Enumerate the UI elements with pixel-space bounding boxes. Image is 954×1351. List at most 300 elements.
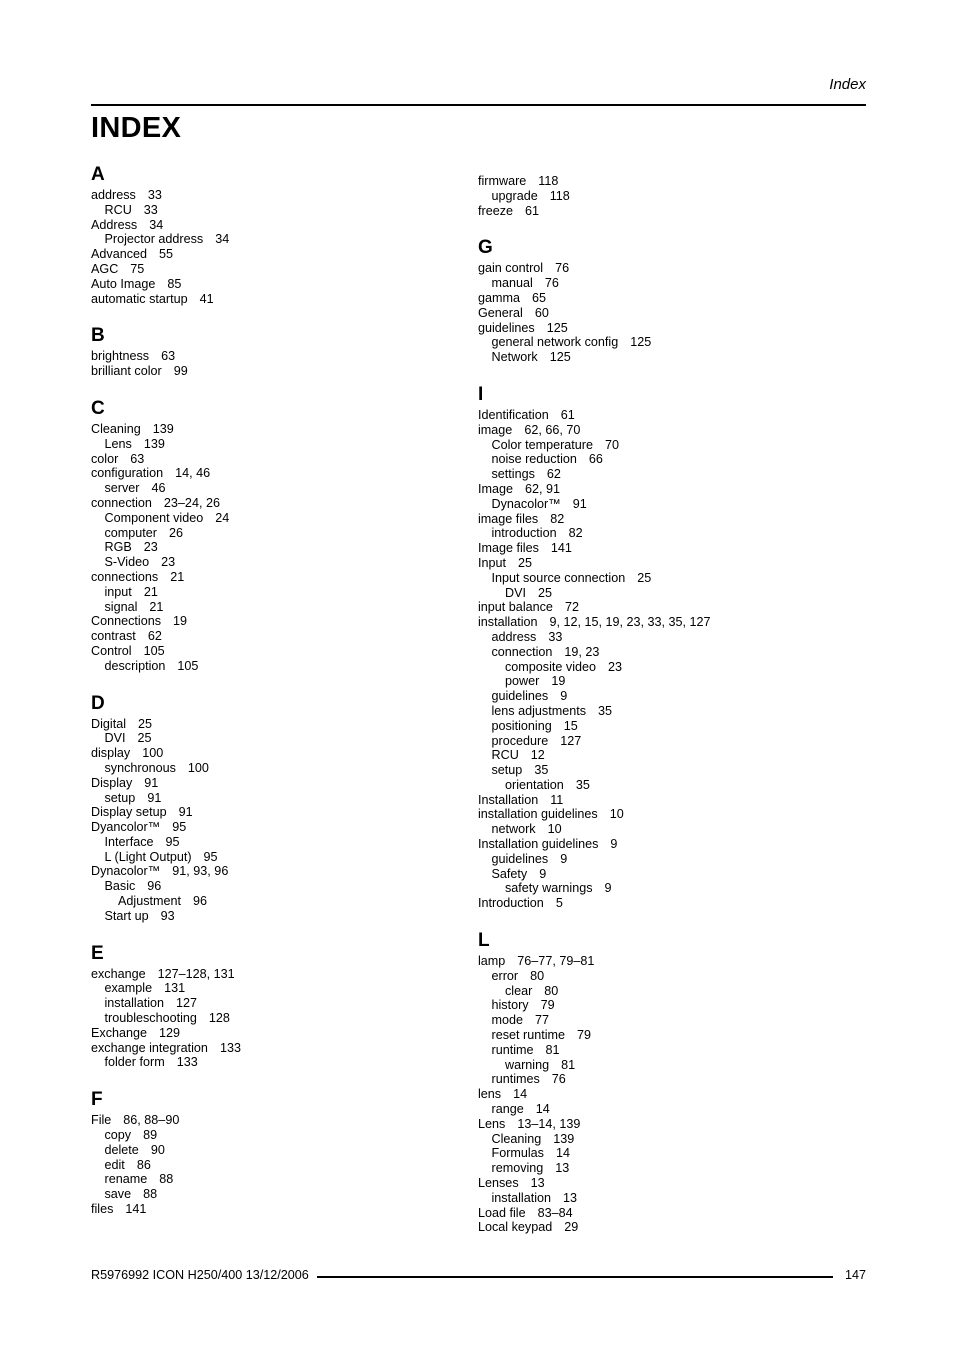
- index-term: upgrade: [491, 188, 538, 203]
- index-entry: [91, 761, 461, 776]
- index-page-ref: 34: [215, 232, 230, 247]
- index-entry: [478, 630, 848, 645]
- index-page-ref: 118: [538, 174, 559, 188]
- index-term: Interface: [104, 834, 154, 849]
- index-page-ref: 12: [530, 748, 545, 763]
- index-entry: [478, 276, 848, 291]
- index-page-ref: 125: [630, 335, 652, 350]
- index-letter-group: [478, 237, 848, 365]
- running-head: Index: [829, 76, 866, 93]
- index-page-ref: 127: [176, 996, 198, 1011]
- index-term: installation: [491, 1190, 552, 1205]
- index-page-ref: 13: [555, 1161, 570, 1176]
- index-term: power: [505, 674, 540, 689]
- index-entry: [478, 586, 848, 601]
- index-page-ref: 127–128, 131: [157, 966, 235, 981]
- index-letter-group: [91, 164, 461, 306]
- index-page-ref: 33: [548, 629, 563, 644]
- index-letter-group: [91, 693, 461, 924]
- index-page-ref: 81: [561, 1057, 576, 1072]
- index-entry: [91, 277, 461, 292]
- index-letter-heading: A: [91, 164, 105, 185]
- index-term: Load file: [478, 1205, 526, 1220]
- index-entry: [478, 497, 848, 512]
- index-entry: [478, 1028, 848, 1043]
- index-term: connections: [91, 569, 159, 584]
- index-term: exchange integration: [91, 1040, 208, 1055]
- index-entry: [91, 731, 461, 746]
- index-page-ref: 91, 93, 96: [172, 864, 229, 879]
- index-term: general network config: [491, 335, 619, 350]
- index-letter-group: [478, 384, 848, 911]
- index-term: File: [91, 1113, 112, 1128]
- index-term: Control: [91, 643, 132, 658]
- index-entry: [91, 600, 461, 615]
- index-term: gamma: [478, 290, 520, 305]
- index-page-ref: 9: [560, 689, 568, 704]
- index-page-ref: 61: [560, 407, 575, 422]
- index-page-ref: 21: [149, 599, 164, 614]
- index-entry: [91, 894, 461, 909]
- index-term: synchronous: [104, 760, 176, 775]
- index-entry: [91, 1187, 461, 1202]
- index-column-left: [91, 164, 461, 1236]
- index-entry: [478, 467, 848, 482]
- index-term: L (Light Output): [104, 849, 192, 864]
- index-term: troubleschooting: [104, 1011, 197, 1026]
- index-page-ref: 23: [161, 555, 176, 570]
- index-term: delete: [104, 1142, 139, 1157]
- index-term: RCU: [491, 748, 519, 763]
- index-letter-group: [91, 1089, 461, 1217]
- index-entry: [478, 1146, 848, 1161]
- index-entry: [91, 835, 461, 850]
- index-term: Network: [491, 350, 538, 365]
- index-term: Auto Image: [91, 276, 156, 291]
- footer-document-id: R5976992 ICON H250/400 13/12/2006: [91, 1268, 309, 1282]
- index-term: firmware: [478, 174, 527, 188]
- index-term: composite video: [505, 659, 597, 674]
- index-page-ref: 133: [219, 1040, 241, 1055]
- index-entry: [478, 852, 848, 867]
- index-entry: [478, 822, 848, 837]
- index-entry: [91, 1113, 461, 1128]
- index-entry: [91, 659, 461, 674]
- index-page-ref: 86, 88–90: [123, 1113, 180, 1128]
- index-page-ref: 23: [608, 659, 623, 674]
- index-term: Image files: [478, 541, 539, 556]
- index-entry: [478, 1206, 848, 1221]
- index-term: settings: [491, 467, 535, 482]
- index-term: Lens: [478, 1116, 506, 1131]
- index-term: lens: [478, 1087, 502, 1102]
- index-term: Lenses: [478, 1176, 519, 1191]
- index-term: Cleaning: [91, 421, 141, 436]
- index-entry: [478, 482, 848, 497]
- index-page-ref: 90: [150, 1142, 165, 1157]
- index-term: brightness: [91, 349, 150, 364]
- index-entry: [478, 954, 848, 969]
- index-page-ref: 96: [193, 894, 208, 909]
- index-entry: [478, 1013, 848, 1028]
- index-term: guidelines: [491, 689, 549, 704]
- index-entry: [478, 984, 848, 999]
- index-term: range: [491, 1102, 524, 1117]
- index-entry: [478, 541, 848, 556]
- index-term: runtimes: [491, 1072, 540, 1087]
- index-term: Safety: [491, 866, 528, 881]
- index-term: RGB: [104, 540, 132, 555]
- index-term: connection: [491, 644, 553, 659]
- index-entry: [478, 438, 848, 453]
- index-entry: [478, 645, 848, 660]
- index-term: installation: [104, 996, 165, 1011]
- index-page-ref: 141: [125, 1202, 147, 1217]
- index-page-ref: 14: [535, 1102, 550, 1117]
- index-term: Connections: [91, 614, 162, 629]
- index-term: Identification: [478, 407, 549, 422]
- index-entry: [478, 204, 848, 219]
- index-page-ref: 9, 12, 15, 19, 23, 33, 35, 127: [549, 615, 711, 630]
- index-term: connection: [91, 495, 152, 510]
- index-term: setup: [104, 790, 136, 805]
- index-entry: [478, 350, 848, 365]
- index-entry: [91, 422, 461, 437]
- index-entry: [478, 998, 848, 1013]
- index-term: Component video: [104, 510, 204, 525]
- index-page-ref: 13: [530, 1176, 545, 1191]
- index-page-ref: 96: [147, 879, 162, 894]
- page-title: INDEX: [91, 112, 182, 144]
- index-term: procedure: [491, 733, 549, 748]
- index-entry: [478, 1087, 848, 1102]
- index-entry: [91, 585, 461, 600]
- index-entry: [91, 1055, 461, 1070]
- index-term: configuration: [91, 466, 164, 481]
- index-page-ref: 9: [560, 851, 568, 866]
- index-page-ref: 95: [172, 820, 187, 835]
- index-page-ref: 85: [167, 276, 182, 291]
- index-entry: [91, 203, 461, 218]
- index-term: example: [104, 981, 153, 996]
- index-term: General: [478, 305, 523, 320]
- index-page-ref: 13–14, 139: [517, 1116, 581, 1131]
- index-term: Display setup: [91, 805, 167, 820]
- index-page-ref: 125: [546, 320, 568, 335]
- index-entry: [91, 791, 461, 806]
- index-page-ref: 77: [535, 1013, 550, 1028]
- index-term: image files: [478, 511, 539, 526]
- index-letter-heading: L: [478, 930, 490, 952]
- index-entry: [91, 247, 461, 262]
- index-term: edit: [104, 1157, 125, 1172]
- index-page-ref: 80: [544, 983, 559, 998]
- index-entry: [91, 614, 461, 629]
- index-page-ref: 82: [568, 526, 583, 541]
- index-entry: [478, 748, 848, 763]
- index-page-ref: 55: [159, 247, 174, 262]
- index-page-ref: 91: [144, 775, 159, 790]
- index-term: noise reduction: [491, 452, 577, 467]
- index-term: introduction: [491, 526, 557, 541]
- index-term: history: [491, 998, 529, 1013]
- index-page-ref: 63: [161, 349, 176, 364]
- index-term: exchange: [91, 966, 146, 981]
- index-entry: [91, 481, 461, 496]
- index-entry: [91, 364, 461, 379]
- index-entry: [91, 511, 461, 526]
- index-entry: [478, 423, 848, 438]
- index-entry: [91, 864, 461, 879]
- index-entry: [478, 660, 848, 675]
- index-letter-group: [91, 325, 461, 379]
- index-page-ref: 76: [555, 261, 570, 276]
- index-entry: [478, 291, 848, 306]
- index-entry: [91, 218, 461, 233]
- index-page-ref: 89: [143, 1128, 158, 1143]
- index-page-ref: 133: [176, 1055, 198, 1070]
- index-entry: [478, 704, 848, 719]
- page-footer: [91, 1268, 866, 1282]
- index-entry: [91, 555, 461, 570]
- index-page-ref: 63: [130, 451, 145, 466]
- index-entry: [91, 746, 461, 761]
- index-entry: [478, 734, 848, 749]
- index-page-ref: 62, 91: [525, 481, 561, 496]
- index-entry: [478, 526, 848, 541]
- index-letter-group: [91, 398, 461, 674]
- index-page-ref: 60: [534, 305, 549, 320]
- index-term: positioning: [491, 718, 552, 733]
- index-entry: [91, 437, 461, 452]
- index-entry: [478, 1102, 848, 1117]
- index-letter-heading: E: [91, 942, 104, 964]
- index-entry: [91, 349, 461, 364]
- index-page-ref: 76–77, 79–81: [517, 954, 595, 969]
- index-entry: [478, 261, 848, 276]
- index-entry: [478, 1161, 848, 1176]
- index-page-ref: 41: [199, 291, 214, 306]
- index-page-ref: 9: [539, 866, 547, 881]
- index-page-ref: 128: [208, 1011, 230, 1026]
- index-page-ref: 95: [203, 849, 218, 864]
- index-page-ref: 139: [143, 436, 165, 451]
- index-term: manual: [491, 276, 533, 291]
- index-entry: [478, 1117, 848, 1132]
- index-page-ref: 139: [553, 1131, 575, 1146]
- index-entry: [91, 850, 461, 865]
- index-page-ref: 5: [555, 896, 563, 911]
- index-entry: [91, 496, 461, 511]
- index-term: AGC: [91, 261, 119, 276]
- index-term: reset runtime: [491, 1028, 565, 1043]
- index-term: Basic: [104, 879, 136, 894]
- index-page-ref: 23–24, 26: [163, 495, 220, 510]
- index-page-ref: 34: [149, 217, 164, 232]
- index-page-ref: 29: [564, 1220, 579, 1235]
- index-page-ref: 91: [147, 790, 162, 805]
- index-term: Start up: [104, 908, 149, 923]
- index-page-ref: 25: [138, 716, 153, 731]
- index-term: clear: [505, 983, 533, 998]
- index-page-ref: 83–84: [537, 1205, 573, 1220]
- index-entry: [91, 232, 461, 247]
- index-term: safety warnings: [505, 881, 593, 896]
- index-entry: [91, 1158, 461, 1173]
- index-letter-group: [478, 174, 848, 218]
- index-page-ref: 11: [550, 792, 564, 807]
- index-term: Digital: [91, 716, 126, 731]
- index-page-ref: 105: [177, 658, 199, 673]
- index-letter-group: [478, 930, 848, 1235]
- index-term: description: [104, 658, 166, 673]
- index-page-ref: 62: [546, 467, 561, 482]
- index-term: input: [104, 584, 132, 599]
- footer-rule: [317, 1276, 833, 1278]
- index-term: lamp: [478, 954, 506, 969]
- index-entry: [478, 306, 848, 321]
- index-page-ref: 13: [563, 1190, 578, 1205]
- index-page-ref: 70: [605, 437, 620, 452]
- index-term: Address: [91, 217, 138, 232]
- index-term: folder form: [104, 1055, 165, 1070]
- index-letter-heading: I: [478, 383, 484, 405]
- index-page-ref: 25: [137, 731, 152, 746]
- index-page-ref: 33: [143, 202, 158, 217]
- index-entry: [478, 571, 848, 586]
- index-term: guidelines: [491, 851, 549, 866]
- index-term: Display: [91, 775, 133, 790]
- index-page-ref: 127: [560, 733, 582, 748]
- index-term: files: [91, 1202, 114, 1217]
- index-term: signal: [104, 599, 138, 614]
- index-entry: [478, 1072, 848, 1087]
- index-entry: [91, 1202, 461, 1217]
- index-term: contrast: [91, 629, 136, 644]
- index-term: Formulas: [491, 1146, 544, 1161]
- index-page-ref: 15: [563, 718, 578, 733]
- index-page-ref: 65: [532, 290, 547, 305]
- index-page-ref: 88: [159, 1172, 174, 1187]
- index-term: address: [491, 629, 537, 644]
- index-page-ref: 95: [165, 834, 180, 849]
- index-entry: [91, 1128, 461, 1143]
- index-entry: [478, 689, 848, 704]
- index-page-ref: 21: [143, 584, 158, 599]
- index-entry: [478, 452, 848, 467]
- index-term: removing: [491, 1161, 544, 1176]
- index-page-ref: 19: [173, 614, 188, 629]
- index-page-ref: 76: [551, 1072, 566, 1087]
- index-entry: [478, 321, 848, 336]
- index-entry: [91, 452, 461, 467]
- index-page-ref: 79: [577, 1028, 592, 1043]
- index-entry: [478, 189, 848, 204]
- index-term: Local keypad: [478, 1220, 553, 1235]
- index-page-ref: 25: [637, 570, 652, 585]
- index-entry: [478, 1176, 848, 1191]
- index-page-ref: 79: [540, 998, 555, 1013]
- index-term: input balance: [478, 600, 553, 615]
- index-term: Introduction: [478, 896, 544, 911]
- index-term: Installation guidelines: [478, 837, 599, 852]
- index-term: mode: [491, 1013, 524, 1028]
- index-page-ref: 86: [136, 1157, 151, 1172]
- index-entry: [91, 820, 461, 835]
- index-term: DVI: [505, 585, 526, 600]
- index-page-ref: 9: [610, 837, 618, 852]
- index-page-ref: 129: [159, 1025, 181, 1040]
- index-page-ref: 131: [164, 981, 186, 996]
- index-page-ref: 88: [143, 1187, 158, 1202]
- index-entry: [91, 629, 461, 644]
- index-term: server: [104, 481, 140, 496]
- index-term: brilliant color: [91, 364, 162, 379]
- index-entry: [478, 1132, 848, 1147]
- index-entry: [91, 1026, 461, 1041]
- index-page-ref: 14: [513, 1087, 528, 1102]
- index-entry: [91, 188, 461, 203]
- index-entry: [91, 526, 461, 541]
- index-term: rename: [104, 1172, 148, 1187]
- index-entry: [91, 570, 461, 585]
- index-term: Dyancolor™: [91, 820, 161, 835]
- index-page-ref: 10: [547, 822, 562, 837]
- index-entry: [478, 778, 848, 793]
- index-term: image: [478, 422, 513, 437]
- index-entry: [478, 1058, 848, 1073]
- index-term: network: [491, 822, 536, 837]
- index-entry: [478, 793, 848, 808]
- index-entry: [478, 719, 848, 734]
- index-term: Dynacolor™: [91, 864, 161, 879]
- index-term: Input: [478, 555, 507, 570]
- index-entry: [91, 996, 461, 1011]
- index-page-ref: 100: [187, 760, 209, 775]
- index-entry: [478, 615, 848, 630]
- index-term: error: [491, 968, 519, 983]
- index-page-ref: 105: [143, 643, 165, 658]
- index-entry: [478, 881, 848, 896]
- index-entry: [478, 867, 848, 882]
- index-entry: [91, 540, 461, 555]
- index-page-ref: 139: [152, 421, 174, 436]
- index-term: runtime: [491, 1042, 534, 1057]
- index-page-ref: 125: [549, 350, 571, 365]
- index-term: Input source connection: [491, 570, 626, 585]
- index-term: automatic startup: [91, 291, 188, 306]
- index-entry: [478, 1043, 848, 1058]
- index-page-ref: 81: [545, 1042, 560, 1057]
- index-entry: [478, 600, 848, 615]
- index-entry: [478, 174, 848, 189]
- index-term: Image: [478, 481, 514, 496]
- index-page-ref: 82: [550, 511, 565, 526]
- index-page-ref: 23: [143, 540, 158, 555]
- index-page-ref: 33: [147, 188, 162, 202]
- index-term: Cleaning: [491, 1131, 542, 1146]
- index-page-ref: 66: [588, 452, 603, 467]
- page-number: 147: [844, 1268, 866, 1282]
- index-page-ref: 25: [518, 555, 533, 570]
- index-term: computer: [104, 525, 157, 540]
- index-term: Dynacolor™: [491, 496, 561, 511]
- index-entry: [478, 1220, 848, 1235]
- index-term: DVI: [104, 731, 126, 746]
- index-page-ref: 35: [575, 777, 590, 792]
- index-entry: [478, 512, 848, 527]
- index-entry: [91, 466, 461, 481]
